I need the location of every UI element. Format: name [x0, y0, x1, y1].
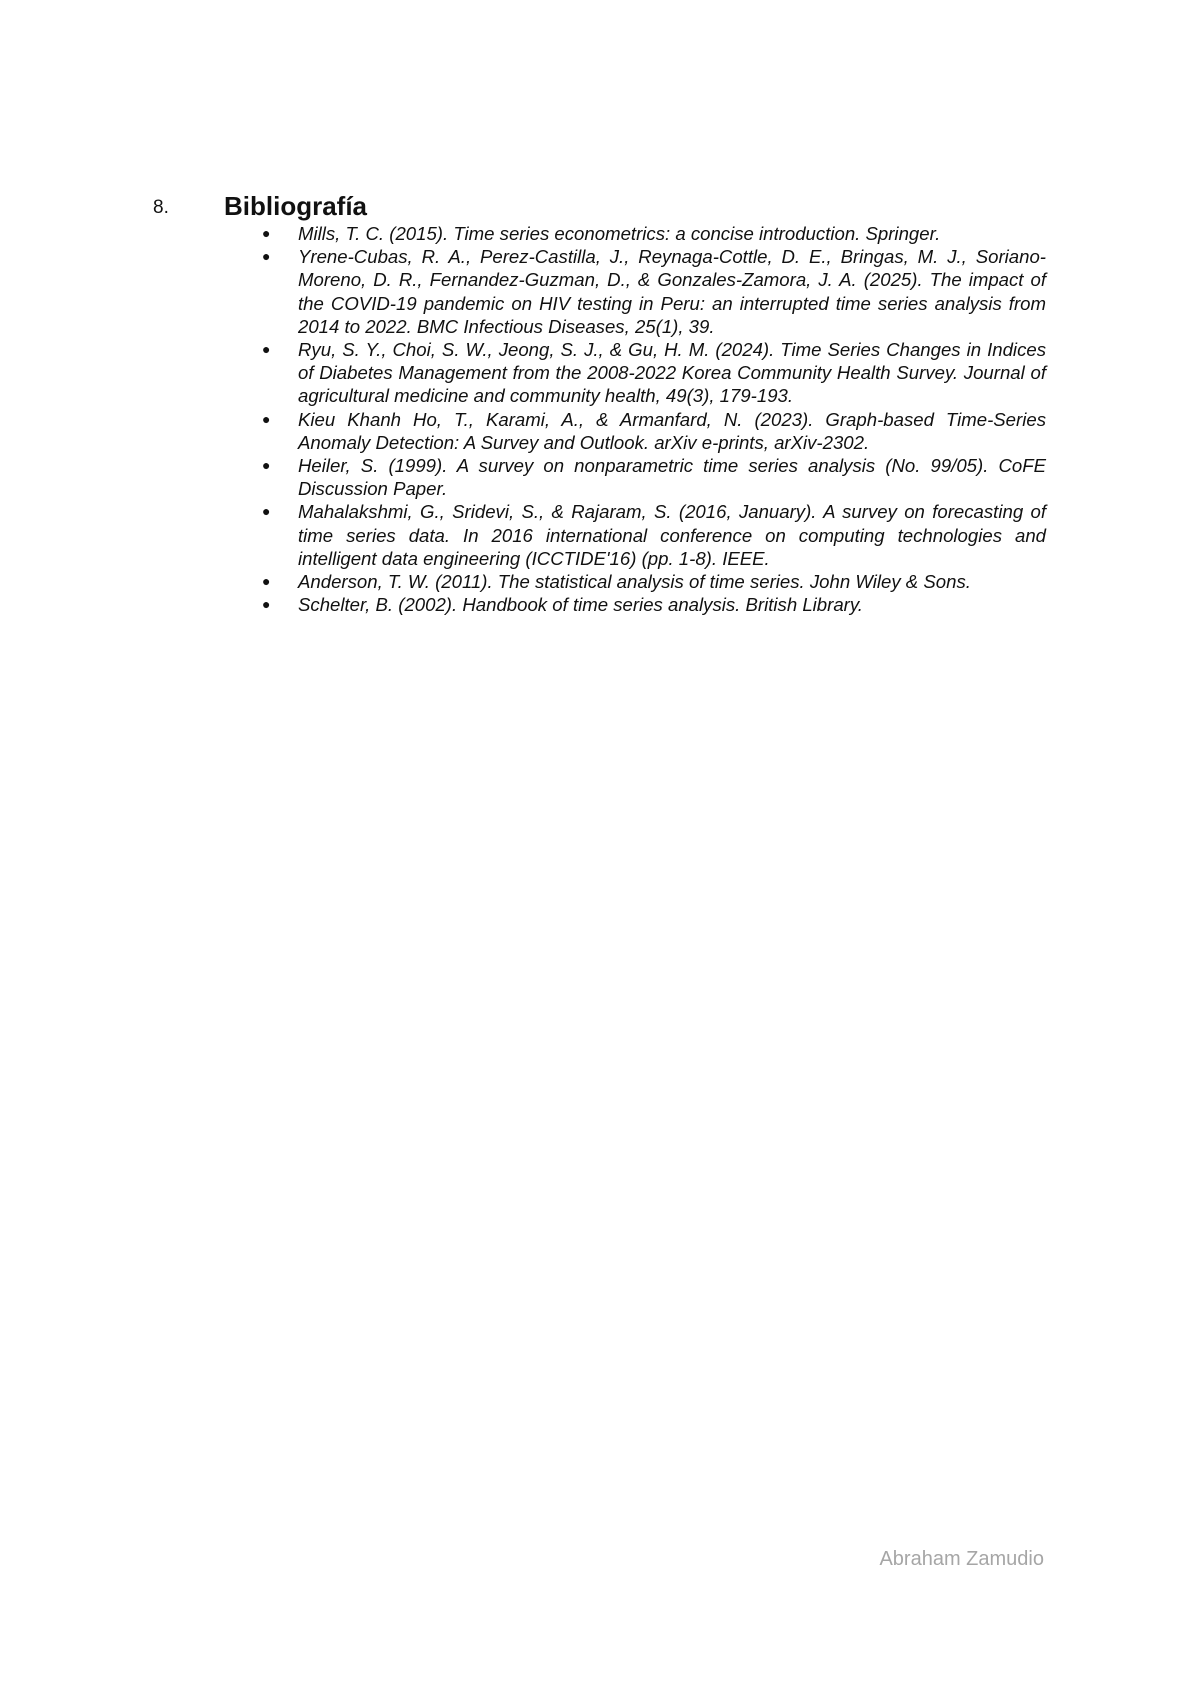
reference-text: Kieu Khanh Ho, T., Karami, A., & Armanfard, N. (2023). Graph-based Time-Series Anomaly Detection: A Survey and Outlook. arXiv e-prints, arXiv-2302.	[298, 408, 1046, 453]
bullet-icon: ●	[262, 248, 271, 265]
reference-item	[262, 222, 1046, 245]
reference-item	[262, 593, 1046, 616]
bullet-icon: ●	[262, 410, 271, 427]
bullet-icon: ●	[262, 457, 271, 474]
reference-item	[262, 408, 1046, 454]
reference-text: Anderson, T. W. (2011). The statistical analysis of time series. John Wiley & Sons.	[298, 571, 971, 593]
bullet-icon: ●	[262, 503, 271, 520]
bullet-icon: ●	[262, 596, 271, 613]
reference-item	[262, 245, 1046, 338]
reference-text: Mahalakshmi, G., Sridevi, S., & Rajaram, S. (2016, January). A survey on forecasting of time series data. In 2016 international conference on computing technologies and intelligent data engineering (ICCTIDE'16) (pp. 1-8). IEEE.	[298, 501, 1046, 569]
bullet-icon: ●	[262, 573, 271, 590]
reference-item	[262, 338, 1046, 408]
reference-text: Mills, T. C. (2015). Time series econometrics: a concise introduction. Springer.	[298, 223, 941, 244]
reference-text: Schelter, B. (2002). Handbook of time series analysis. British Library.	[298, 594, 863, 616]
section-number: 8.	[153, 197, 169, 218]
reference-text: Heiler, S. (1999). A survey on nonparametric time series analysis (No. 99/05). CoFE Discussion Paper.	[298, 455, 1046, 500]
bibliography-list	[262, 222, 1046, 616]
bullet-icon: ●	[262, 341, 271, 358]
reference-text: Ryu, S. Y., Choi, S. W., Jeong, S. J., & Gu, H. M. (2024). Time Series Changes in Indices of Diabetes Management from the 2008-2022 Korea Community Health Survey. Journal of agricultural medicine and community health, 49(3), 179-193.	[298, 339, 1046, 407]
footer-author: Abraham Zamudio	[879, 1548, 1044, 1570]
section-title: Bibliografía	[224, 191, 368, 221]
reference-item	[262, 454, 1046, 500]
reference-text: Yrene-Cubas, R. A., Perez-Castilla, J., Reynaga-Cottle, D. E., Bringas, M. J., Soriano-Moreno, D. R., Fernandez-Guzman, D., & Gonzales-Zamora, J. A. (2025). The impact of the COVID-19 pandemic on HIV testing in Peru: an interrupted time series analysis from 2014 to 2022. BMC Infectious Diseases, 25(1), 39.	[298, 246, 1046, 337]
reference-item	[262, 500, 1046, 570]
reference-item	[262, 570, 1046, 593]
bullet-icon: ●	[262, 225, 271, 241]
